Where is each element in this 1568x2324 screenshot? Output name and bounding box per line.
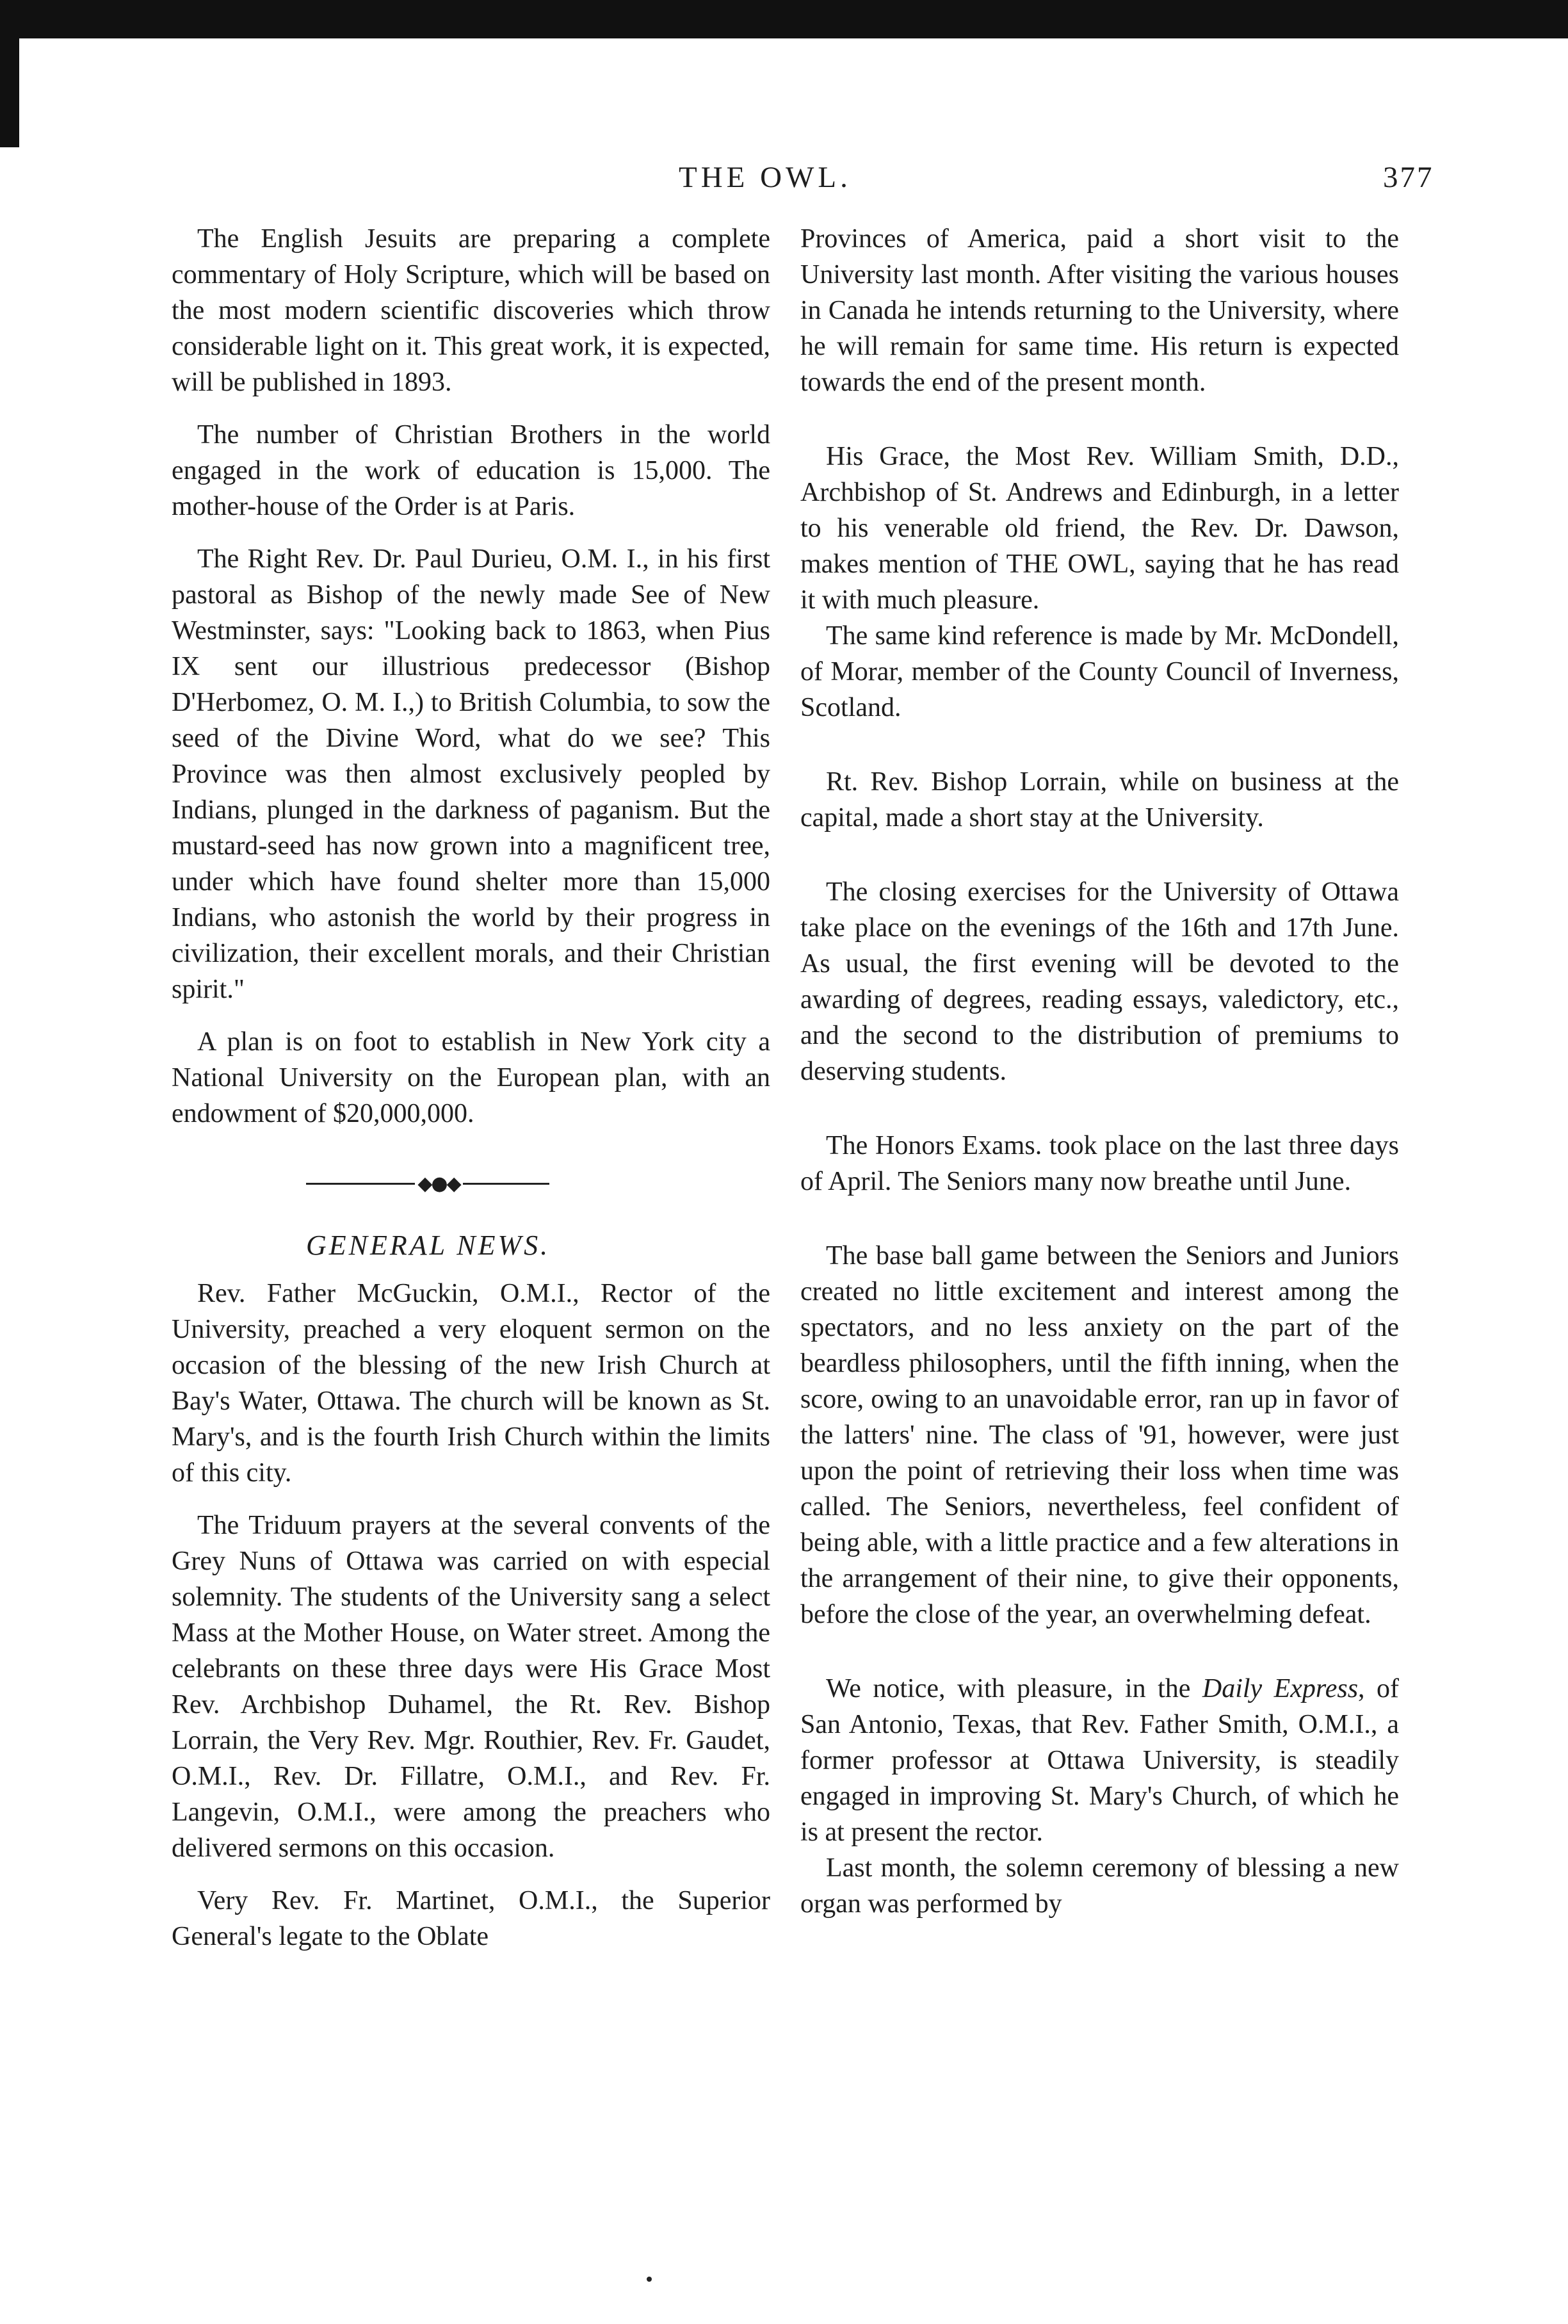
paragraph-archbishop-smith: His Grace, the Most Rev. William Smith, D.D., Archbishop of St. Andrews and Edinburgh, in a letter to his venerable old friend, the Rev. Dr. Dawson, makes mention of THE OWL, saying that he has read it with much pleasure. [800, 442, 1399, 615]
paragraph-closing-exercises: The closing exercises for the University of Ottawa take place on the evenings of the 16th and 17th June. As usual, the first evening will be devoted to the awarding of degrees, reading essays, valedictory, etc., and the second to the distribution of premiums to deserving students. [800, 877, 1399, 1086]
section-divider-ornament [172, 1171, 770, 1197]
divider-diamond-icon: ◆●◆ [417, 1173, 460, 1195]
journal-title: THE OWL. [679, 161, 852, 194]
paragraph-provinces-of-america: Provinces of America, paid a short visit to the University last month. After visiting the various houses in Canada he intends returning to the University, where he will remain for same time. His return is expected towards the end of the present month. [800, 224, 1399, 397]
paragraph-bishop-durieu: The Right Rev. Dr. Paul Durieu, O.M. I., in his first pastoral as Bishop of the newly made See of New Westminster, says: "Looking back to 1863, when Pius IX sent our illustrious predecessor (Bishop D'Herbomez, O. M. I.,) to British Columbia, to sow the seed of the Divine Word, what do we see? This Province was then almost exclusively peopled by Indians, plunged in the darkness of paganism. But the mustard-seed has now grown into a magnificent tree, under which have found shelter more than 15,000 Indians, who astonish the world by their progress in civilization, their excellent morals, and their Christian spirit." [172, 544, 770, 1004]
paragraph-organ-blessing: Last month, the solemn ceremony of blessing a new organ was performed by [800, 1853, 1399, 1919]
left-column [172, 221, 770, 1954]
left-border-rule [0, 0, 19, 147]
section-heading-general-news: GENERAL NEWS. [306, 1230, 551, 1261]
right-column [800, 221, 1399, 1922]
paragraph-triduum-prayers: The Triduum prayers at the several convents of the Grey Nuns of Ottawa was carried on with especial solemnity. The students of the University sang a select Mass at the Mother House, on Water street. Among the celebrants on these three days were His Grace Most Rev. Archbishop Duhamel, the Rt. Rev. Bishop Lorrain, the Very Rev. Mgr. Routhier, Rev. Fr. Gaudet, O.M.I., Rev. Dr. Fillatre, O.M.I., and Rev. Fr. Langevin, O.M.I., were among the preachers who delivered sermons on this occasion. [172, 1511, 770, 1863]
paragraph-christian-brothers: The number of Christian Brothers in the world engaged in the work of education is 15,000. The mother-house of the Order is at Paris. [172, 420, 770, 521]
paragraph-national-university: A plan is on foot to establish in New York city a National University on the European plan, with an endowment of $20,000,000. [172, 1027, 770, 1128]
paragraph-mcdondell-reference: The same kind reference is made by Mr. McDondell, of Morar, member of the County Council of Inverness, Scotland. [800, 621, 1399, 722]
daily-express-newspaper-name: Daily Express [1202, 1674, 1359, 1703]
daily-express-text-end: , of San Antonio, Texas, that Rev. Father Smith, O.M.I., a former professor at Ottawa University, is steadily engaged in improving St. Mary's Church, of which he is at present the rector. [800, 1674, 1399, 1847]
page-number: 377 [1383, 161, 1434, 194]
top-border-rule [0, 0, 1568, 38]
paragraph-father-martinet: Very Rev. Fr. Martinet, O.M.I., the Superior General's legate to the Oblate [172, 1886, 770, 1951]
divider-line-left [306, 1183, 415, 1185]
page-header [0, 160, 1568, 205]
paragraph-honors-exams: The Honors Exams. took place on the last three days of April. The Seniors many now breathe until June. [800, 1131, 1399, 1196]
paragraph-base-ball-game: The base ball game between the Seniors and Juniors created no little excitement and interest among the spectators, and no less anxiety on the part of the beardless philosophers, until the fifth inning, when the score, owing to an unavoidable error, ran up in favor of the latters' nine. The class of '91, however, were just upon the point of retrieving their loss when time was called. The Seniors, nevertheless, feel confident of being able, with a little practice and a few alterations in the arrangement of their nine, to give their opponents, before the close of the year, an overwhelming defeat. [800, 1241, 1399, 1629]
paragraph-father-mcguckin: Rev. Father McGuckin, O.M.I., Rector of the University, preached a very eloquent sermon on the occasion of the blessing of the new Irish Church at Bay's Water, Ottawa. The church will be known as St. Mary's, and is the fourth Irish Church within the limits of this city. [172, 1279, 770, 1488]
paragraph-daily-express [800, 1671, 1399, 1850]
divider-line-right [463, 1183, 549, 1185]
daily-express-text-start: We notice, with pleasure, in the [826, 1674, 1202, 1703]
paragraph-jesuits-commentary: The English Jesuits are preparing a complete commentary of Holy Scripture, which will be based on the most modern scientific discoveries which throw considerable light on it. This great work, it is expected, will be published in 1893. [172, 224, 770, 397]
paragraph-bishop-lorrain: Rt. Rev. Bishop Lorrain, while on business at the capital, made a short stay at the University. [800, 767, 1399, 833]
footer-dot [647, 2277, 652, 2282]
